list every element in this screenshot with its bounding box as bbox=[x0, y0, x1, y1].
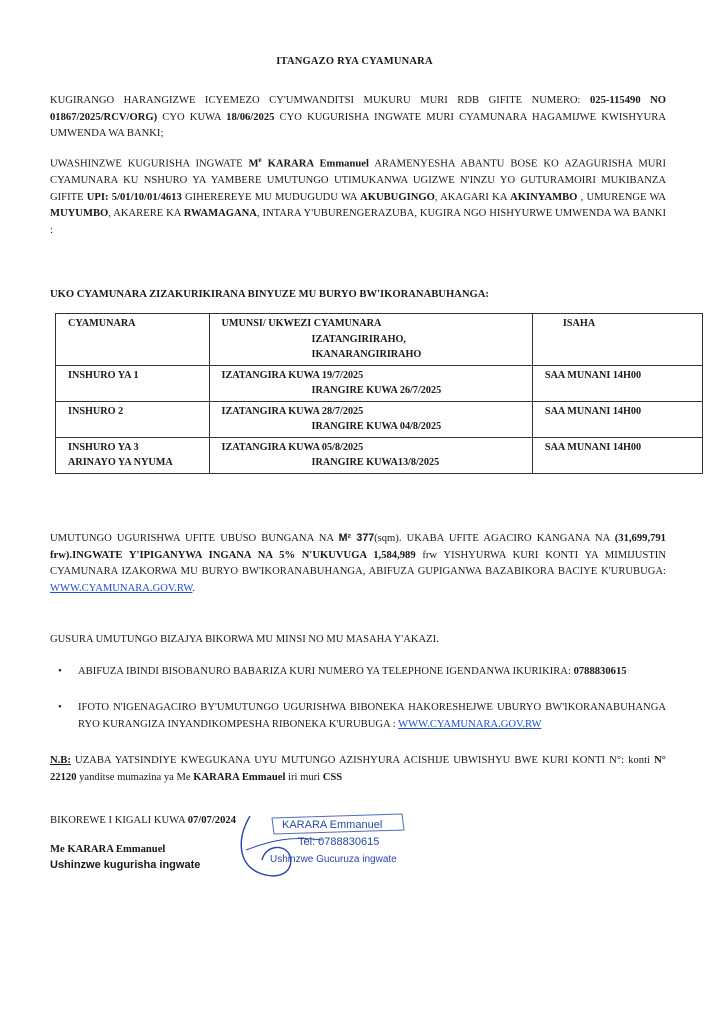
signer-name: Me KARARA Emmanuel bbox=[50, 844, 166, 855]
table-cell: INSHURO 2 bbox=[56, 401, 210, 437]
visit-paragraph: GUSURA UMUTUNGO BIZAJYA BIKORWA MU MINSI NO MU MASAHA Y'AKAZI. bbox=[50, 634, 439, 645]
table-cell: IZATANGIRA KUWA 28/7/2025 IRANGIRE KUWA 04/8/2025 bbox=[209, 401, 532, 437]
table-cell: IZATANGIRA KUWA 05/8/2025 IRANGIRE KUWA13/8/2025 bbox=[209, 437, 532, 473]
table-cell: INSHURO YA 1 bbox=[56, 365, 210, 401]
official-stamp bbox=[232, 810, 412, 882]
signed-date: BIKOREWE I KIGALI KUWA 07/07/2024 bbox=[50, 815, 236, 826]
header-cell: UMUNSI/ UKWEZI CYAMUNARA IZATANGIRIRAHO, IKANARANGIRIRAHO bbox=[209, 314, 532, 366]
seller-paragraph: UWASHINZWE KUGURISHA INGWATE Me KARARA Emmanuel ARAMENYESHA ABANTU BOSE KO AZAGURISHA MURI CYAMUNARA KU NSHURO YA YAMBERE UMUTUNGO UTIMUKANWA UGIZWE N'INZU YO GUTURAMOIRI MUKIBANZA GIFITE UPI: 5/01/10/01/4613 GIHEREREYE MU MUDUGUDU WA AKUBUGINGO, AKAGARI KA AKINYAMBO , UMURENGE WA MUYUMBO, AKARERE KA RWAMAGANA, INTARA Y'UBURENGERAZUBA, KUGIRA NGO HISHYURWE UMWENDA WA BANKI : bbox=[50, 156, 666, 236]
list-item: • IFOTO N'IGENAGACIRO BY'UMUTUNGO UGURISHWA BIBONEKA HAKORESHEJWE UBURYO BW'IKORANABUHANGA RYO KURANGIZA INYANDIKOMPESHA RIBONEKA K'URUBUGA : WWW.CYAMUNARA.GOV.RW bbox=[78, 700, 666, 733]
table-header-row bbox=[56, 314, 703, 366]
table-cell: IZATANGIRA KUWA 19/7/2025 IRANGIRE KUWA 26/7/2025 bbox=[209, 365, 532, 401]
property-paragraph: UMUTUNGO UGURISHWA UFITE UBUSO BUNGANA NA M² 377(sqm). UKABA UFITE AGACIRO KANGANA NA (31,699,791 frw).INGWATE Y'IPIGANYWA INGANA NA 5% N'UKUVUGA 1,584,989 frw YISHYURWA KURI KONTI YA MIMIJUSTIN CYAMUNARA IZAKORWA MU BURYO BW'IKORANABUHANGA, ABIFUZA GUPIGANWA BAZABIKORA BACIYE K'URUBUGA: WWW.CYAMUNARA.GOV.RW. bbox=[50, 532, 666, 594]
table-row bbox=[56, 401, 703, 437]
list-item: • ABIFUZA IBINDI BISOBANURO BABARIZA KURI NUMERO YA TELEPHONE IGENDANWA IKURIKIRA: 0788830615 bbox=[78, 664, 666, 681]
header-cell: ISAHA bbox=[532, 314, 702, 366]
intro-paragraph: KUGIRANGO HARANGIZWE ICYEMEZO CY'UMWANDITSI MUKURU MURI RDB GIFITE NUMERO: 025-115490 NO 01867/2025/RCV/ORG) CYO KUWA 18/06/2025 CYO KUGURISHA INGWATE MURI CYAMUNARA HAGAMIJWE KWISHYURA UMWENDA WA BANKI; bbox=[50, 95, 667, 140]
cyamunara-link[interactable]: WWW.CYAMUNARA.GOV.RW bbox=[398, 718, 542, 730]
stamp-line-phone: Tel: 0788830615 bbox=[298, 836, 380, 848]
stamp-line-name: KARARA Emmanuel bbox=[282, 819, 383, 831]
header-cell: CYAMUNARA bbox=[56, 314, 210, 366]
nb-paragraph: N.B: UZABA YATSINDIYE KWEGUKANA UYU MUTUNGO AZISHYURA ACISHIJE UBWISHYU BWE KURI KONTI N°: konti N° 22120 yanditse mumazina ya Me KARARA Emmauel iri muri CSS bbox=[50, 755, 666, 783]
auction-schedule-table bbox=[55, 313, 703, 474]
table-row bbox=[56, 365, 703, 401]
document-title: ITANGAZO RYA CYAMUNARA bbox=[276, 56, 433, 67]
table-row bbox=[56, 437, 703, 473]
table-cell: SAA MUNANI 14H00 bbox=[532, 401, 702, 437]
cyamunara-link[interactable]: WWW.CYAMUNARA.GOV.RW bbox=[50, 582, 193, 594]
table-cell: SAA MUNANI 14H00 bbox=[532, 437, 702, 473]
table-cell: SAA MUNANI 14H00 bbox=[532, 365, 702, 401]
table-heading: UKO CYAMUNARA ZIZAKURIKIRANA BINYUZE MU BURYO BW'IKORANABUHANGA: bbox=[50, 289, 489, 300]
table-cell: INSHURO YA 3 ARINAYO YA NYUMA bbox=[56, 437, 210, 473]
signer-role: Ushinzwe kugurisha ingwate bbox=[50, 859, 201, 871]
stamp-line-role: Ushinzwe Gucuruza ingwate bbox=[270, 854, 397, 865]
